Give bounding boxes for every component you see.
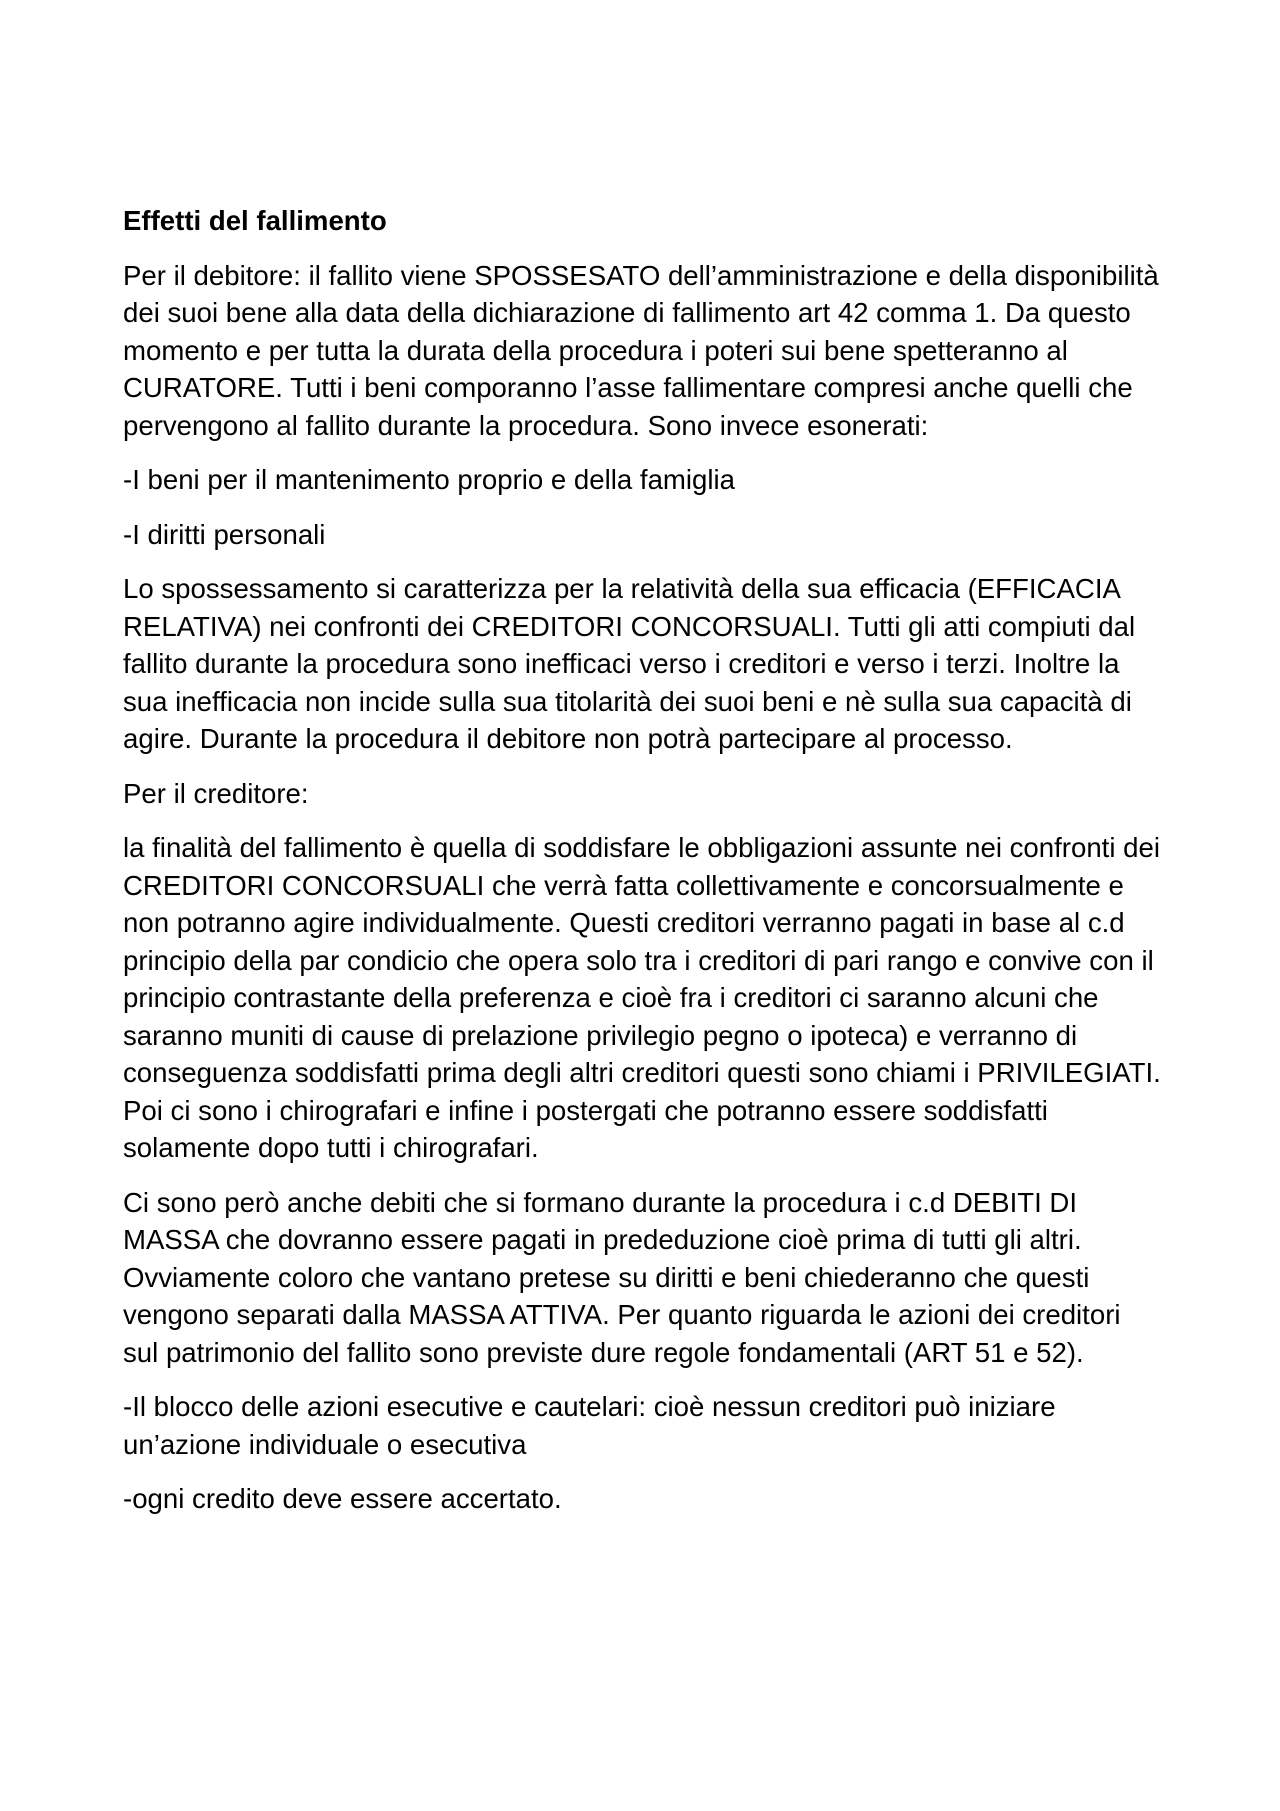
list-item-credito-accertato: -ogni credito deve essere accertato. [123,1483,562,1514]
paragraph-debiti-di-massa: Ci sono però anche debiti che si formano durante la procedura i c.d DEBITI DI MASSA che dovranno essere pagati in prededuzione cioè prima di tutti gli altri. Ovviamente coloro che vantano pretese su diritti e beni chiederanno che questi vengono separati dalla MASSA ATTIVA. Per quanto riguarda le azioni dei creditori sul patrimonio del fallito sono previste dure regole fondamentali (ART 51 e 52). [123,1186,1121,1368]
paragraph-spossessamento: Lo spossessamento si caratterizza per la relatività della sua efficacia (EFFICACIA RELATIVA) nei confronti dei CREDITORI CONCORSUALI. Tutti gli atti compiuti dal fallito durante la procedura sono inefficaci verso i creditori e verso i terzi. Inoltre la sua inefficacia non incide sulla sua titolarità dei suoi beni e nè sulla sua capacità di agire. Durante la procedura il debitore non potrà partecipare al processo. [123,573,1136,754]
document-title: Effetti del fallimento [123,205,387,236]
document-body [123,202,1163,1535]
list-item-diritti-personali: -I diritti personali [123,518,326,550]
paragraph-per-il-creditore: Per il creditore: [123,777,309,809]
paragraph-finalita: la finalità del fallimento è quella di soddisfare le obbligazioni assunte nei confronti dei CREDITORI CONCORSUALI che verrà fatta collettivamente e concorsualmente e non potranno agire individualmente. Questi creditori verranno pagati in base al c.d principio della par condicio che opera solo tra i creditori di pari rango e convive con il principio contrastante della preferenza e cioè fra i creditori ci saranno alcuni che saranno muniti di cause di prelazione privilegio pegno o ipoteca) e verranno di conseguenza soddisfatti prima degli altri creditori questi sono chiami i PRIVILEGIATI. Poi ci sono i chirografari e infine i postergati che potranno essere soddisfatti solamente dopo tutti i chirografari. [123,832,1161,1163]
list-item-blocco-azioni: -Il blocco delle azioni esecutive e cautelari: cioè nessun creditori può iniziare un’azione individuale o esecutiva [123,1391,1056,1460]
list-item-beni-mantenimento: -I beni per il mantenimento proprio e della famiglia [123,464,735,495]
paragraph-debitore: Per il debitore: il fallito viene SPOSSESATO dell’amministrazione e della disponibilità dei suoi bene alla data della dichiarazione di fallimento art 42 comma 1. Da questo momento e per tutta la durata della procedura i poteri sui bene spetteranno al CURATORE. Tutti i beni comporanno l’asse fallimentare compresi anche quelli che pervengono al fallito durante la procedura. Sono invece esonerati: [123,259,1159,441]
